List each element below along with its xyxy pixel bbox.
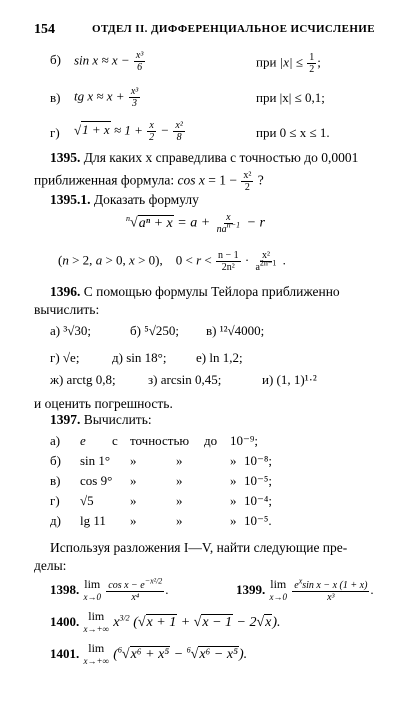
problem-1396-row1-a: а) ³√30; [50, 323, 91, 338]
problem-1398: 1398. lim x→0 $\frac{\cos x - e^{-x^2/2}}{\text{x⁴}}$ . [50, 576, 169, 603]
problem-1396-row2-c: е) ln 1,2; [196, 350, 243, 365]
problem-1395-1-line: 1395.1. Доказать формулу [50, 192, 199, 207]
item-v-formula: tg x ≈ x + $\frac{\text{x³}}{3}$ [74, 86, 139, 109]
problem-1396-row3-a: ж) arctg 0,8; [50, 372, 116, 387]
page-number: 154 [34, 22, 55, 37]
problem-1396-tail: и оценить погрешность. [34, 396, 173, 411]
problem-number: 1395.1. [50, 192, 91, 207]
problem-number: 1396. [50, 284, 81, 299]
item-g-label: г) [50, 125, 60, 140]
problem-1397-row-v: в) cos 9° » » » 10⁻⁵; [50, 473, 273, 488]
item-v-label: в) [50, 90, 61, 105]
condition-1395-1: (n > 2, a > 0, x > 0), 0 < r < $\frac{n - 1}{\text{2n²}}$ · $\frac{\text{x²}}{a^{2n-1}}$ . [58, 250, 286, 273]
problem-1401: 1401. lim x→+∞ ($^6$√x⁶ + x⁵ − $^6$√x⁶ − x⁵). [50, 641, 248, 666]
problem-1396-row1-b: б) ⁵√250; [130, 323, 179, 338]
problem-1400: 1400. lim x→+∞ $x^{3/2}$ (√x + 1 + √x − 1 − 2√x). [50, 609, 281, 634]
problem-1397-row-d: д) lg 11 » » » 10⁻⁵. [50, 513, 272, 528]
problem-1395-line1: 1395. Для каких x справедлива с точностью до 0,0001 [50, 150, 359, 165]
problem-1395-line2: приближенная формула: cos x = 1 − $\frac{\text{x²}}{2}$ ? [34, 170, 264, 193]
limits-intro-line1: Используя разложения I—V, найти следующие пре- [50, 540, 348, 555]
item-v-condition: при |x| ≤ 0,1; [256, 90, 325, 105]
problem-1396-row3-b: з) arcsin 0,45; [148, 372, 222, 387]
problem-1397-row-b: б) sin 1° » » » 10⁻⁸; [50, 453, 273, 468]
limits-intro-line2: делы: [34, 558, 67, 573]
formula-1395-1: $^n$√aⁿ + x = a + $\frac{x}{na^{n-1}}$ − r [126, 212, 265, 235]
item-b-label: б) [50, 52, 61, 67]
problem-1397-row-a: а) e с точностью до 10⁻⁹; [50, 433, 259, 448]
problem-number: 1395. [50, 150, 81, 165]
item-b-condition: при |x| ≤ $\frac{1}{2}$ ; [256, 52, 321, 75]
problem-1396-row2-a: г) √e; [50, 350, 80, 365]
item-g-formula: √1 + x ≈ 1 + $\frac{x}{2}$ − $\frac{\text{x²}}{8}$ [74, 120, 183, 143]
running-header: ОТДЕЛ II. ДИФФЕРЕНЦИАЛЬНОЕ ИСЧИСЛЕНИЕ [92, 23, 375, 35]
problem-1396-row3-c: и) (1, 1)¹·² [262, 372, 317, 387]
problem-1396-line2: вычислить: [34, 302, 100, 317]
problem-1396-line1: 1396. С помощью формулы Тейлора приближенно [50, 284, 340, 299]
problem-1396-row2-b: д) sin 18°; [112, 350, 167, 365]
item-g-condition: при 0 ≤ x ≤ 1. [256, 125, 330, 140]
item-b-formula: sin x ≈ x − $\frac{\text{x³}}{6}$ [74, 50, 144, 73]
problem-1397-row-g: г) √5 » » » 10⁻⁴; [50, 493, 273, 508]
problem-1399: 1399. lim x→0 $\frac{e^x\sin x - x (1 + x)}{\text{x³}}$ . [236, 576, 374, 603]
problem-1397-line: 1397. Вычислить: [50, 412, 152, 427]
problem-number: 1397. [50, 412, 81, 427]
problem-1396-row1-c: в) ¹²√4000; [206, 323, 265, 338]
